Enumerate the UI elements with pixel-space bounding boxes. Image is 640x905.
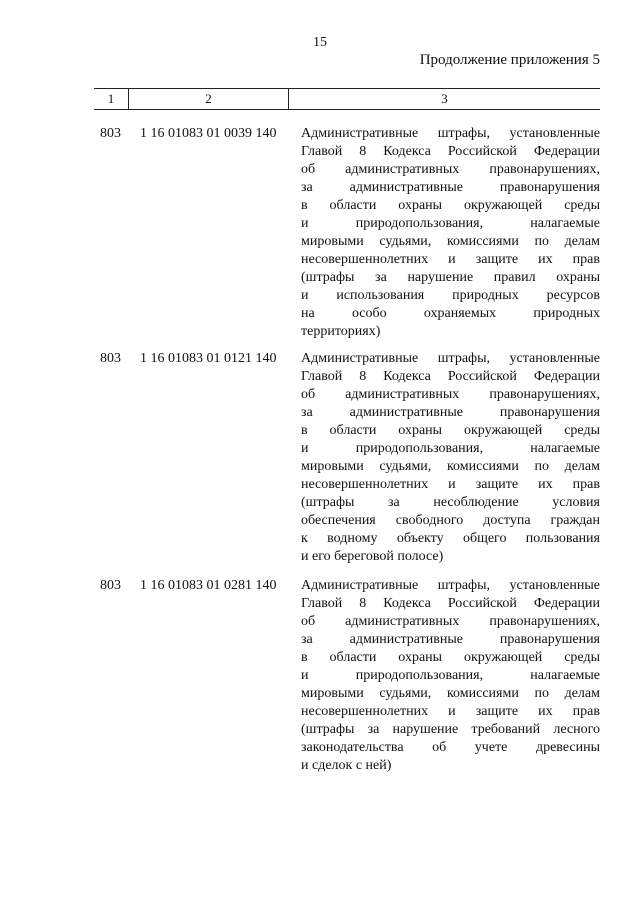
description-line: в области охраны окружающей среды	[301, 198, 600, 213]
budget-classification-code: 1 16 01083 01 0039 140	[140, 126, 277, 141]
income-description	[301, 125, 600, 341]
income-description	[301, 350, 600, 566]
description-line: за административные правонарушения	[301, 405, 600, 420]
description-line: Административные штрафы, установленные	[301, 351, 600, 366]
description-line: на особо охраняемых природных	[301, 306, 600, 321]
page-number: 15	[313, 35, 327, 50]
description-line: несовершеннолетних и защите их прав	[301, 477, 600, 492]
description-line: об административных правонарушениях,	[301, 162, 600, 177]
description-line: (штрафы за нарушение требований лесного	[301, 722, 600, 737]
description-line: в области охраны окружающей среды	[301, 650, 600, 665]
description-line: Административные штрафы, установленные	[301, 126, 600, 141]
budget-classification-code: 1 16 01083 01 0121 140	[140, 351, 277, 366]
description-line: и природопользования, налагаемые	[301, 441, 600, 456]
description-line: несовершеннолетних и защите их прав	[301, 252, 600, 267]
admin-code: 803	[100, 351, 121, 366]
description-line: Главой 8 Кодекса Российской Федерации	[301, 596, 600, 611]
description-line: Административные штрафы, установленные	[301, 578, 600, 593]
description-line: и его береговой полосе)	[301, 549, 444, 564]
description-line: обеспечения свободного доступа граждан	[301, 513, 600, 528]
description-line: об административных правонарушениях,	[301, 387, 600, 402]
description-line: к водному объекту общего пользования	[301, 531, 600, 546]
column-header-1: 1	[94, 89, 129, 109]
description-line: (штрафы за несоблюдение условия	[301, 495, 600, 510]
column-header-2: 2	[129, 89, 289, 109]
description-line: территориях)	[301, 324, 381, 339]
description-line: за административные правонарушения	[301, 632, 600, 647]
description-line: и использования природных ресурсов	[301, 288, 600, 303]
admin-code: 803	[100, 578, 121, 593]
description-line: мировыми судьями, комиссиями по делам	[301, 459, 600, 474]
appendix-continuation-label: Продолжение приложения 5	[419, 52, 600, 68]
description-line: об административных правонарушениях,	[301, 614, 600, 629]
admin-code: 803	[100, 126, 121, 141]
description-line: несовершеннолетних и защите их прав	[301, 704, 600, 719]
budget-classification-code: 1 16 01083 01 0281 140	[140, 578, 277, 593]
description-line: и сделок с ней)	[301, 758, 392, 773]
description-line: (штрафы за нарушение правил охраны	[301, 270, 600, 285]
description-line: мировыми судьями, комиссиями по делам	[301, 686, 600, 701]
column-header-3: 3	[441, 91, 448, 106]
description-line: Главой 8 Кодекса Российской Федерации	[301, 369, 600, 384]
description-line: и природопользования, налагаемые	[301, 668, 600, 683]
description-line: и природопользования, налагаемые	[301, 216, 600, 231]
description-line: мировыми судьями, комиссиями по делам	[301, 234, 600, 249]
description-line: законодательства об учете древесины	[301, 740, 600, 755]
description-line: Главой 8 Кодекса Российской Федерации	[301, 144, 600, 159]
description-line: за административные правонарушения	[301, 180, 600, 195]
description-line: в области охраны окружающей среды	[301, 423, 600, 438]
table-header-row	[94, 88, 600, 110]
income-description	[301, 577, 600, 775]
